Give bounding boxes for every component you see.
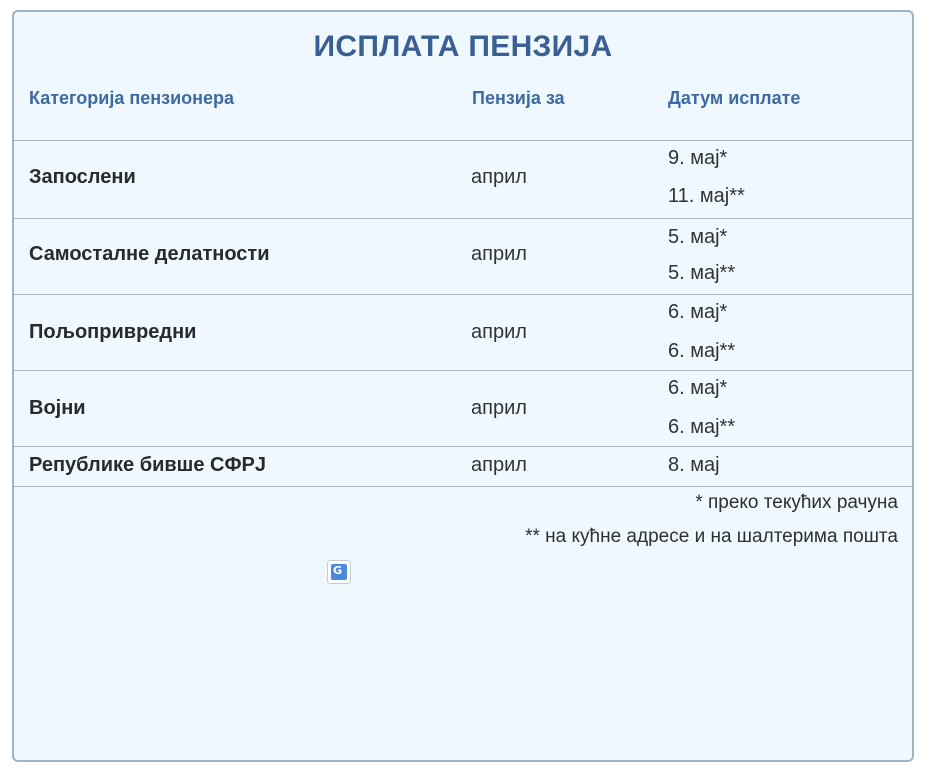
row-category: Републике бивше СФРЈ — [29, 454, 266, 476]
row-date: 9. мај* — [668, 147, 728, 169]
row-date: 5. мај* — [668, 226, 728, 248]
row-category: Запослени — [29, 166, 136, 188]
row-category: Војни — [29, 397, 86, 419]
row-date: 6. мај** — [668, 416, 736, 438]
footnote-home-and-post: ** на кућне адресе и на шалтерима пошта — [525, 526, 898, 547]
table-row — [14, 141, 912, 217]
column-header-pension-for: Пензија за — [472, 88, 565, 108]
row-month: април — [471, 321, 527, 343]
table-bottom-divider — [14, 486, 912, 487]
row-month: април — [471, 166, 527, 188]
pension-payment-card — [12, 10, 914, 762]
row-date: 11. мај** — [668, 185, 745, 207]
row-date: 6. мај** — [668, 340, 736, 362]
row-date: 8. мај — [668, 454, 720, 476]
row-date: 6. мај* — [668, 301, 728, 323]
row-month: април — [471, 243, 527, 265]
row-category: Самосталне делатности — [29, 243, 270, 265]
footnote-current-accounts: * преко текућих рачуна — [695, 492, 898, 513]
table-row — [14, 371, 912, 446]
table-row — [14, 219, 912, 294]
table-row — [14, 295, 912, 370]
row-month: април — [471, 454, 527, 476]
page-title: ИСПЛАТА ПЕНЗИЈА — [313, 30, 613, 63]
row-date: 6. мај* — [668, 377, 728, 399]
row-category: Пољопривредни — [29, 321, 197, 343]
google-translate-icon[interactable]: G — [327, 560, 351, 584]
column-header-category: Категорија пензионера — [29, 88, 235, 108]
row-month: април — [471, 397, 527, 419]
table-row — [14, 447, 912, 485]
column-header-payment-date: Датум исплате — [668, 88, 801, 108]
row-date: 5. мај** — [668, 262, 736, 284]
